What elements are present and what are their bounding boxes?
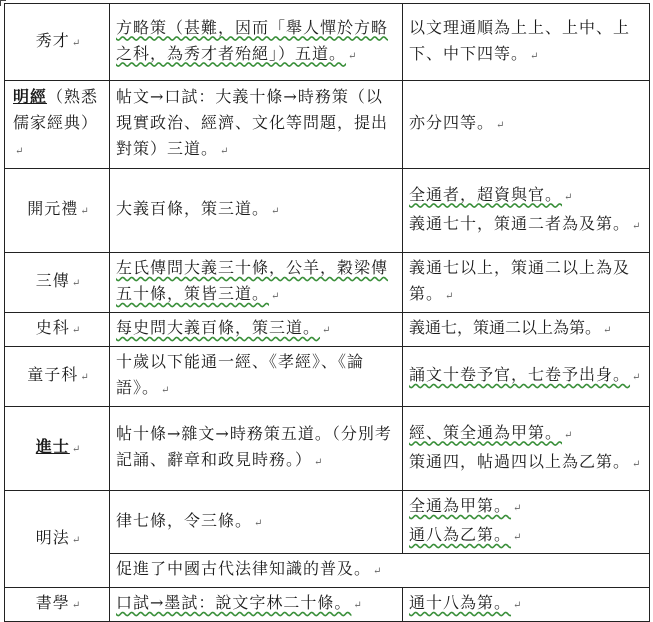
table-row: [5, 4, 650, 81]
paragraph-mark-icon: ↵: [271, 291, 280, 302]
grading-line: 策通四，帖過四以上為乙第。 ↵: [409, 451, 641, 471]
paragraph-mark-icon: ↵: [80, 206, 89, 217]
paragraph-mark-icon: ↵: [271, 206, 280, 217]
content-cell: [110, 313, 403, 347]
paragraph-mark-icon: ↵: [564, 429, 573, 441]
category-cell: [5, 169, 110, 253]
category-name: 三傳: [35, 271, 70, 290]
paragraph-mark-icon: ↵: [632, 458, 641, 470]
paragraph-mark-icon: ↵: [15, 146, 24, 157]
paragraph-mark-icon: ↵: [513, 503, 522, 514]
paragraph-mark-icon: ↵: [445, 291, 454, 302]
grading-text: 亦分四等。: [409, 113, 495, 132]
category-name-bold: 明經: [13, 87, 48, 106]
paragraph-mark-icon: ↵: [71, 325, 81, 336]
category-name: 秀才: [35, 30, 70, 50]
paragraph-mark-icon: ↵: [314, 457, 323, 468]
content-cell: [110, 491, 403, 554]
grading-cell: [403, 588, 650, 622]
content-text: 左氏傳問大義三十條，公羊，穀梁傳五十條，策皆三道。: [116, 258, 389, 303]
category-name: 明法: [35, 527, 70, 547]
grading-line: 經、策全通為甲第。 ↵: [409, 422, 573, 442]
category-cell: [5, 407, 110, 491]
grading-cell: [403, 253, 650, 313]
grading-line: 全通者，超資與官。 ↵: [409, 184, 573, 204]
content-cell: [110, 253, 403, 313]
paragraph-mark-icon: ↵: [220, 146, 229, 157]
paragraph-mark-icon: ↵: [373, 566, 382, 577]
category-name: 童子科: [27, 365, 79, 384]
paragraph-mark-icon: ↵: [71, 600, 81, 611]
category-name: 開元禮: [27, 199, 79, 218]
paragraph-mark-icon: ↵: [71, 37, 81, 49]
table-row: [5, 169, 650, 253]
table-row: [5, 407, 650, 491]
paragraph-mark-icon: ↵: [161, 385, 170, 396]
category-name: 史科: [35, 318, 70, 337]
content-cell: [110, 407, 403, 491]
content-cell: [110, 169, 403, 253]
category-cell: [5, 253, 110, 313]
paragraph-mark-icon: ↵: [71, 278, 81, 289]
category-cell: [5, 81, 110, 169]
paragraph-mark-icon: ↵: [353, 600, 362, 611]
category-cell: [5, 313, 110, 347]
paragraph-mark-icon: ↵: [322, 325, 331, 336]
grading-cell: [403, 407, 650, 491]
paragraph-mark-icon: ↵: [632, 372, 641, 383]
content-text: 方略策（甚難，因而「舉人憚於方略之科，為秀才者殆絕」）五道。: [116, 17, 389, 63]
grading-line: 全通為甲第。 ↵: [409, 496, 522, 515]
note-cell: [110, 554, 650, 588]
category-name-note: （熟悉儒家經典）: [13, 87, 99, 132]
content-cell: [110, 81, 403, 169]
category-cell: [5, 491, 110, 588]
content-text: 帖文→口試：大義十條→時務策（以現實政治、經濟、文化等問題，提出對策）三道。: [116, 87, 389, 158]
note-text: 促進了中國古代法律知識的普及。: [116, 559, 372, 578]
grading-text: 義通七以上，策通二以上為及第。: [409, 258, 631, 303]
category-name: 書學: [35, 593, 70, 612]
table-row: [5, 491, 650, 554]
paragraph-mark-icon: ↵: [564, 191, 573, 203]
category-cell: [5, 588, 110, 622]
paragraph-mark-icon: ↵: [603, 325, 612, 336]
paragraph-mark-icon: ↵: [71, 444, 81, 455]
content-text: 大義百條，策三道。: [116, 199, 270, 218]
table-row: [5, 588, 650, 622]
paragraph-mark-icon: ↵: [348, 50, 357, 62]
content-text: 口試→墨試：說文字林二十條。: [116, 593, 352, 612]
grading-text: 以文理通順為上上、上中、上下、中下四等。: [409, 17, 631, 63]
paragraph-mark-icon: ↵: [80, 372, 89, 383]
category-cell: [5, 347, 110, 407]
grading-cell: [403, 81, 650, 169]
paragraph-mark-icon: ↵: [513, 532, 522, 543]
paragraph-mark-icon: ↵: [254, 517, 263, 529]
content-cell: [110, 347, 403, 407]
paragraph-mark-icon: ↵: [496, 120, 505, 131]
category-name: 進士: [35, 437, 70, 456]
paragraph-mark-icon: ↵: [632, 220, 641, 232]
grading-cell: [403, 347, 650, 407]
grading-line: 義通七十，策通二者為及第。 ↵: [409, 213, 641, 233]
content-text: 律七條，令三條。: [116, 510, 253, 530]
paragraph-mark-icon: ↵: [71, 534, 81, 546]
category-cell: [5, 4, 110, 81]
grading-line: 通八為乙第。 ↵: [409, 525, 522, 544]
content-cell: [110, 4, 403, 81]
table-row: [5, 81, 650, 169]
content-text: 十歲以下能通一經、《孝經》、《論語》。: [116, 352, 365, 397]
content-text: 帖十條→雜文→時務策五道。（分別考記誦、辭章和政見時務。）: [116, 424, 392, 469]
table-row: [5, 347, 650, 407]
grading-cell: [403, 313, 650, 347]
paragraph-mark-icon: ↵: [513, 600, 522, 611]
content-cell: [110, 588, 403, 622]
exam-subjects-table: [4, 3, 650, 622]
paragraph-mark-icon: ↵: [530, 50, 539, 62]
grading-cell: [403, 169, 650, 253]
grading-cell: [403, 491, 650, 554]
content-text: 每史問大義百條，策三道。: [116, 318, 321, 337]
grading-text: 通十八為第。: [409, 593, 512, 612]
grading-text: 誦文十卷予官，七卷予出身。: [409, 365, 631, 384]
grading-cell: [403, 4, 650, 81]
table-row: [5, 313, 650, 347]
table-row: [5, 253, 650, 313]
grading-text: 義通七，策通二以上為第。: [409, 318, 602, 337]
